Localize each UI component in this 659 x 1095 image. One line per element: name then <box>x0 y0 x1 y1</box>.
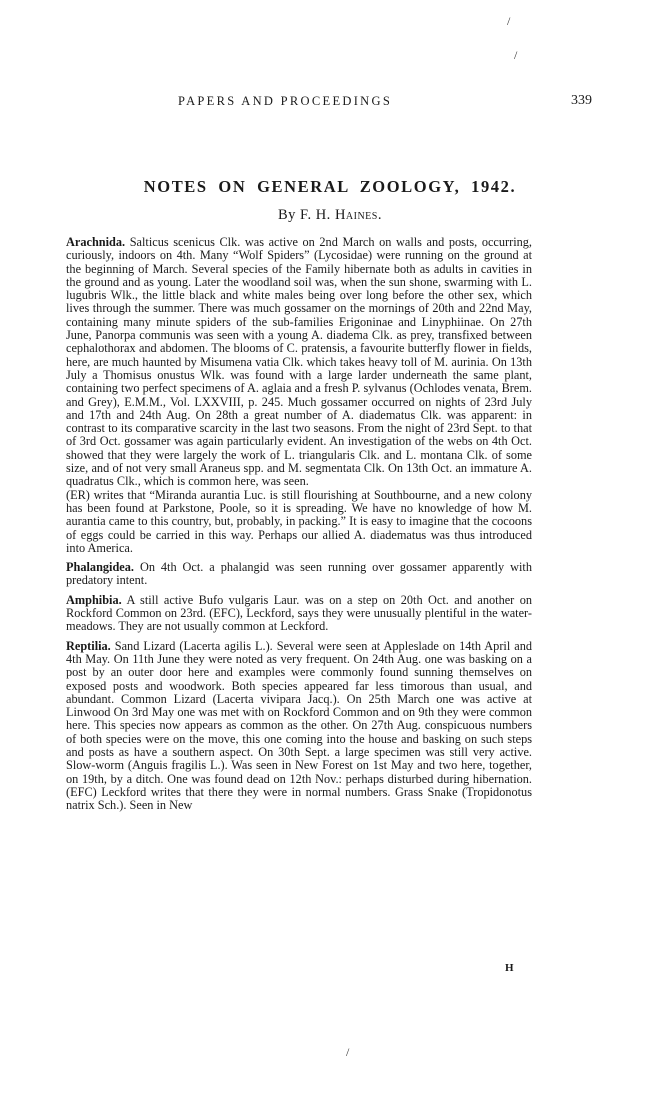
scan-speck: / <box>346 1045 350 1059</box>
author-surname: Haines. <box>334 207 382 223</box>
section-text: Sand Lizard (Lacerta agilis L.). Several were seen at Appleslade on 14th April and 4th May. On 11th June they were noted as very frequent. On 24th Aug. one was basking on a post by an outer door here and examples were commonly found sunning themselves on exposed posts and woodwork. Both species appeared far less timorous than usual, and abundant. Common Lizard (Lacerta vivipara Jacq.). On 25th March one was active at Linwood On 3rd May one was met with on Rockford Common and on 9th they were common here. This species now appears as common as the other. On 27th Aug. conspicuous numbers of both species were on the move, this one coming into the house and basking on such steps and posts as have a southern aspect. On 30th Sept. a large specimen was still very active. Slow-worm (Anguis fragilis L.). Was seen in New Forest on 1st May and two here, together, on 19th, by a ditch. One was found dead on 12th Nov.: perhaps disturbed during hibernation. (EFC) Leckford writes that there they were in normal numbers. Grass Snake (Tropidonotus natrix Sch.). Seen in New <box>66 638 533 813</box>
byline-prefix: By F. H. <box>278 207 335 223</box>
section-heading: Phalangidea. <box>66 560 134 575</box>
section-heading: Amphibia. <box>66 592 122 607</box>
signature-mark: H <box>505 962 514 974</box>
section-text: On 4th Oct. a phalangid was seen running over gossamer apparently with predatory intent. <box>66 560 532 588</box>
section-arachnida-continued <box>66 489 532 555</box>
section-heading: Reptilia. <box>66 638 111 653</box>
page-header <box>60 94 600 112</box>
scan-speck: / <box>514 48 518 62</box>
section-amphibia <box>66 594 532 634</box>
author-byline <box>60 207 600 224</box>
section-heading: Arachnida. <box>66 235 126 249</box>
article-title: NOTES ON GENERAL ZOOLOGY, 1942. <box>143 177 517 196</box>
scan-speck: / <box>507 14 511 28</box>
section-arachnida <box>66 236 532 489</box>
section-text: Salticus scenicus Clk. was active on 2nd March on walls and posts, occurring, curiously, indoors on 4th. Many “Wolf Spiders” (Lycosidae) were running on the ground at the beginning of March. Several species of the Family hibernate both as adults in cavities in the ground and as young. Later the woodland soil was, when the sun shone, swarming with L. lugubris Wlk., the little black and white males being over long before the other sex, which lives through the summer. There was much gossamer on the mornings of 20th and 22nd May, containing many minute spiders of the sub-families Erigoninae and Linyphiinae. On 27th June, Panorpa communis was seen with a young A. diadema Clk. as prey, transfixed between cephalothorax and abdomen. The blooms of C. pratensis, a favourite butterfly flower in fields, here, are much haunted by Misumena vatia Clk. which takes heavy toll of M. aurinia. On 13th July a Thomisus onustus Wlk. was found with a large larder underneath the same plant, containing two perfect specimens of A. aglaia and a fresh P. sylvanus (Ochlodes venata, Brem. and Grey), E.M.M., Vol. LXXVIII, p. 245. Much gossamer occurred on nights of 23rd July and 17th and 24th Aug. On 28th a great number of A. diadematus Clk. was apparent: in contrast to its comparative scarcity in the last two seasons. From the night of 23rd Sept. to that of 3rd Oct. gossamer was again particularly evident. An investigation of the webs on 4th Oct. showed that they were largely the work of L. triangularis Clk. and L. montana Clk. of some size, and of not very small Araneus spp. and M. segmentata Clk. On 13th Oct. an immature A. quadratus Clk., which is common here, was seen. <box>66 235 533 489</box>
article-body <box>66 236 532 812</box>
section-text: (ER) writes that “Miranda aurantia Luc. is still flourishing at Southbourne, and a new colony has been found at Parkstone, Poole, so it is spreading. We have no knowledge of how M. aurantia came to this country, but, probably, in packing.” It is easy to imagine that the cocoons of eggs could be carried in this way. Perhaps our allied A. diadematus was thus introduced into America. <box>66 487 532 555</box>
section-phalangidea <box>66 561 532 588</box>
section-reptilia <box>66 640 532 813</box>
page-number: 339 <box>571 93 592 108</box>
section-text: A still active Bufo vulgaris Laur. was on a step on 20th Oct. and another on Rockford Common on 23rd. (EFC), Leckford, says they were unusually plentiful in the water-meadows. They are not usually common at Leckford. <box>66 592 532 634</box>
running-head: PAPERS AND PROCEEDINGS <box>178 94 393 108</box>
